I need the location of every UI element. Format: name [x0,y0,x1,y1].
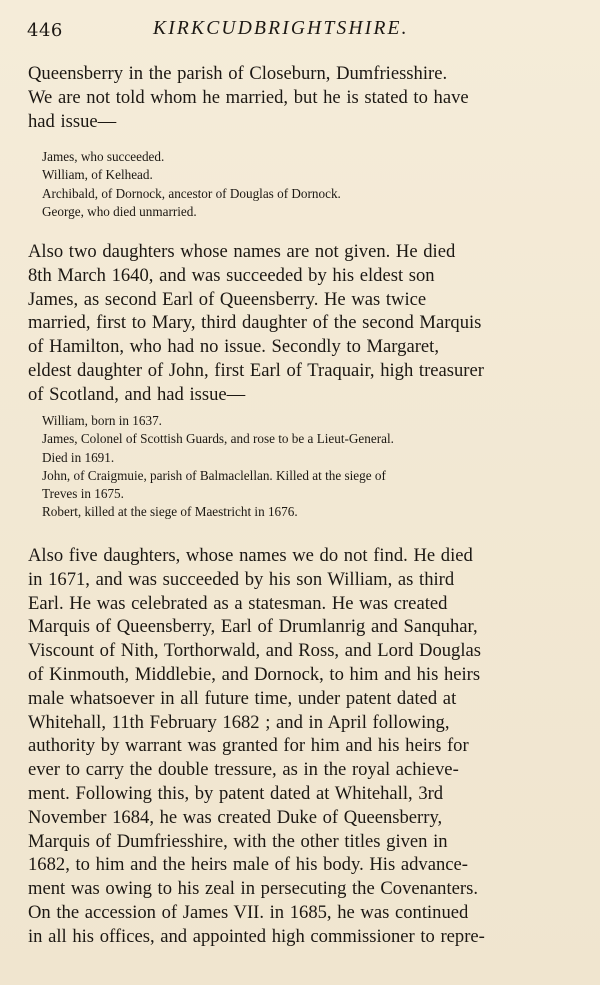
list-item-line: John, of Craigmuie, parish of Balmaclellan. Killed at the siege of [42,467,386,483]
paragraph-line: On the accession of James VII. in 1685, he was continued [28,901,469,923]
paragraph-line: Whitehall, 11th February 1682 ; and in April following, [28,711,450,733]
paragraph-line: eldest daughter of John, first Earl of Traquair, high treasurer [28,359,484,381]
list-item-line: Treves in 1675. [42,486,124,502]
page-number: 446 [27,20,63,41]
paragraph-line: Marquis of Dumfriesshire, with the other titles given in [28,830,448,852]
issue-list-1 [42,148,572,221]
paragraph-line: authority by warrant was granted for him and his heirs for [28,735,469,757]
paragraph-line: James, as second Earl of Queensberry. He was twice [28,288,427,310]
paragraph-3 [28,544,570,949]
paragraph-line: of Hamilton, who had no issue. Secondly to Margaret, [28,336,439,358]
paragraph-line: Also two daughters whose names are not given. He died [28,241,456,262]
list-item [42,467,572,504]
paragraph-line: Queensberry in the parish of Closeburn, Dumfriesshire. [28,63,448,84]
list-item-line: William, born in 1637. [42,413,162,428]
paragraph-line: had issue— [28,110,117,132]
paragraph-line: male whatsoever in all future time, under patent dated at [28,687,457,709]
list-item-line: Robert, killed at the siege of Maestricht in 1676. [42,504,298,520]
list-item [42,412,572,430]
paragraph-line: of Kinmouth, Middlebie, and Dornock, to him and his heirs [28,663,481,685]
paragraph-line: in all his offices, and appointed high commissioner to repre- [28,925,485,947]
list-item [42,503,572,521]
page-header [27,16,572,46]
paragraph-line: Viscount of Nith, Torthorwald, and Ross, and Lord Douglas [28,640,481,662]
list-item: James, who succeeded. [42,149,165,164]
paragraph-line: Marquis of Queensberry, Earl of Drumlanrig and Sanquhar, [28,616,478,638]
paragraph-line: ment was owing to his zeal in persecuting the Covenanters. [28,878,478,900]
list-item: Archibald, of Dornock, ancestor of Douglas of Dornock. [42,185,341,201]
paragraph-line: 1682, to him and the heirs male of his body. His advance- [28,854,468,876]
issue-list-2 [42,412,572,522]
paragraph-line: of Scotland, and had issue— [28,383,246,405]
list-item-line: Died in 1691. [42,449,115,465]
paragraph-line: married, first to Mary, third daughter of the second Marquis [28,312,482,334]
list-item-line: James, Colonel of Scottish Guards, and rose to be a Lieut-General. [42,431,394,447]
paragraph-line: in 1671, and was succeeded by his son William, as third [28,568,455,590]
list-item: George, who died unmarried. [42,203,197,219]
paragraph-line: ever to carry the double tressure, as in the royal achieve- [28,759,459,781]
list-item [42,430,572,467]
paragraph-line: Earl. He was celebrated as a statesman. He was created [28,592,448,614]
list-item: William, of Kelhead. [42,167,153,183]
paragraph-2 [28,240,570,407]
paragraph-line: ment. Following this, by patent dated at Whitehall, 3rd [28,782,444,804]
paragraph-line: Also five daughters, whose names we do not find. He died [28,545,473,566]
paragraph-line: 8th March 1640, and was succeeded by his eldest son [28,264,435,286]
paragraph-line: We are not told whom he married, but he is stated to have [28,86,469,108]
paragraph-1 [28,62,570,133]
paragraph-line: November 1684, he was created Duke of Queensberry, [28,806,443,828]
running-head: KIRKCUDBRIGHTSHIRE. [153,18,409,39]
